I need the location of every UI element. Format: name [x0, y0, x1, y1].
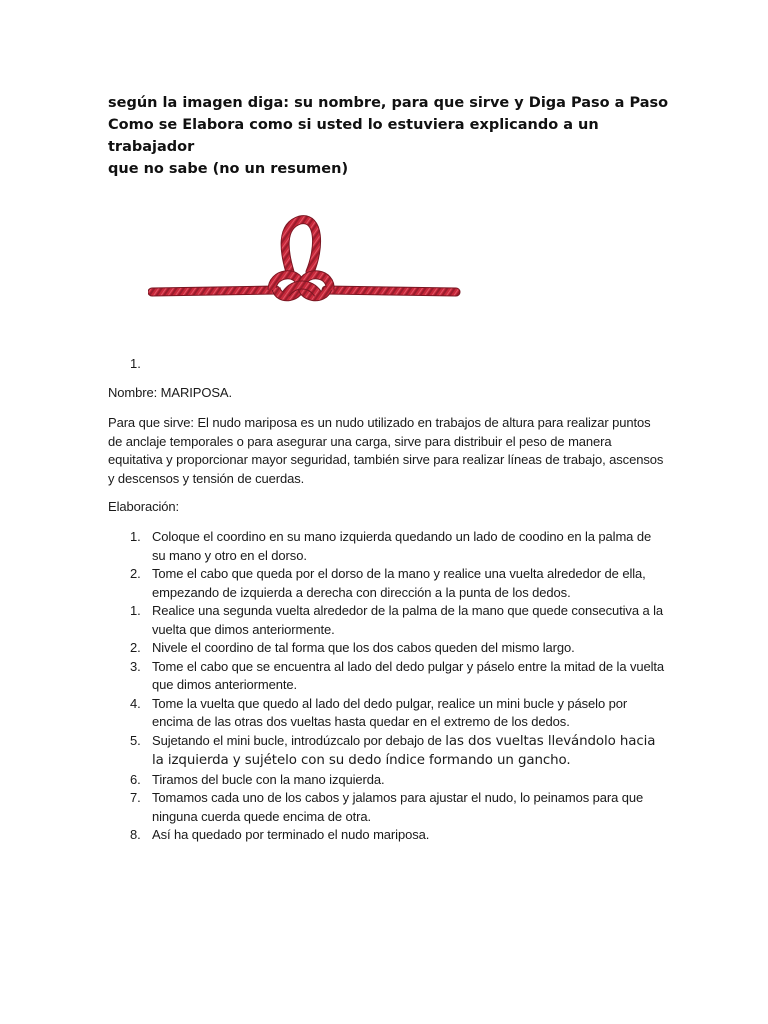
- step-text: Así ha quedado por terminado el nudo mariposa.: [152, 827, 430, 842]
- step-number: 3.: [130, 658, 141, 674]
- question-line-2: Como se Elabora como si usted lo estuviera explicando a un trabajador: [108, 117, 599, 155]
- butterfly-knot-image: [148, 212, 462, 304]
- list-marker: 1.: [130, 356, 141, 371]
- step-number: 2.: [130, 566, 141, 581]
- list-item: [108, 565, 668, 602]
- step-text: Nivele el coordino de tal forma que los dos cabos queden del mismo largo.: [152, 640, 575, 655]
- step-text: Tome el cabo que queda por el dorso de la mano y realice una vuelta alrededor de ella, empezando de izquierda a derecha con dirección a la punta de los dedos.: [152, 566, 646, 600]
- list-item: [108, 826, 668, 845]
- step-text: [152, 732, 668, 771]
- step-text-part-b: las dos vueltas llevándolo hacia la izquierda y sujételo con su dedo índice formando un gancho.: [152, 733, 656, 768]
- step-number: 7.: [130, 790, 141, 805]
- list-item: [108, 732, 668, 771]
- question-heading: [108, 92, 688, 180]
- step-number: 4.: [130, 695, 141, 711]
- step-text: Tomamos cada uno de los cabos y jalamos para ajustar el nudo, lo peinamos para que ninguna cuerda quede encima de otra.: [152, 790, 644, 824]
- list-item: [108, 639, 668, 658]
- step-number: 1.: [130, 603, 141, 618]
- step-number: 5.: [130, 732, 141, 748]
- step-text: Tome el cabo que se encuentra al lado del dedo pulgar y páselo entre la mitad de la vuelta que dimos anteriormente.: [152, 658, 665, 692]
- step-text: Tiramos del bucle con la mano izquierda.: [152, 771, 385, 787]
- purpose-paragraph: Para que sirve: El nudo mariposa es un nudo utilizado en trabajos de altura para realizar puntos de anclaje temporales o para asegurar una carga, sirve para distribuir el peso de manera equitativa y proporcionar mayor seguridad, también sirve para realizar líneas de trabajo, ascensos y descensos y tensión de cuerdas.: [108, 415, 664, 486]
- list-item: [108, 789, 668, 826]
- list-item: [108, 695, 668, 732]
- step-text-part-a: Sujetando el mini bucle, introdúzcalo por debajo de: [152, 732, 446, 748]
- step-text: Coloque el coordino en su mano izquierda quedando un lado de coodino en la palma de su mano y otro en el dorso.: [152, 529, 652, 563]
- step-number: 6.: [130, 771, 141, 787]
- question-line-3: que no sabe (no un resumen): [108, 161, 349, 177]
- list-item: [108, 602, 668, 639]
- step-number: 8.: [130, 827, 141, 842]
- list-item: [108, 771, 668, 790]
- steps-list: [108, 528, 668, 845]
- step-number: 1.: [130, 529, 141, 544]
- elaboration-label: Elaboración:: [108, 499, 180, 514]
- step-text: Realice una segunda vuelta alrededor de la palma de la mano que quede consecutiva a la vuelta que dimos anteriormente.: [152, 603, 664, 637]
- name-paragraph: Nombre: MARIPOSA.: [108, 385, 232, 400]
- step-number: 2.: [130, 640, 141, 655]
- step-text: Tome la vuelta que quedo al lado del dedo pulgar, realice un mini bucle y páselo por encima de las otras dos vueltas hasta quedar en el extremo de los dedos.: [152, 695, 628, 729]
- question-line-1: según la imagen diga: su nombre, para que sirve y Diga Paso a Paso: [108, 95, 669, 111]
- list-item: [108, 528, 668, 565]
- list-item: [108, 658, 668, 695]
